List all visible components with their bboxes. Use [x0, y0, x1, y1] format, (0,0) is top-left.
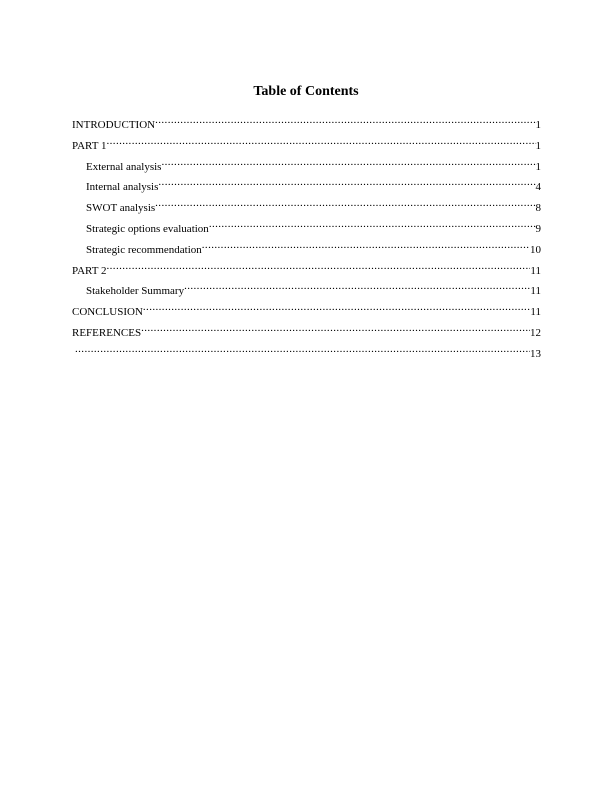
- dot-leader: [107, 258, 531, 274]
- toc-entry-page-number: 11: [530, 264, 541, 277]
- toc-entry-page-number: 8: [535, 202, 541, 215]
- dot-leader: [202, 237, 530, 253]
- toc-entry-label: PART 2: [72, 264, 107, 277]
- toc-entry-stakeholder-summary[interactable]: [72, 278, 541, 299]
- toc-entry-label: REFERENCES: [72, 326, 142, 339]
- toc-entry-page-number: 12: [530, 326, 541, 339]
- toc-entry-page-number: 1: [535, 139, 541, 152]
- toc-entry-page-number: 1: [535, 119, 541, 131]
- toc-title: Table of Contents: [253, 84, 359, 99]
- toc-entry-label: External analysis: [86, 160, 162, 173]
- toc-entry-part-1[interactable]: [72, 133, 541, 154]
- dot-leader: [143, 299, 531, 315]
- toc-entry-page-number: 11: [530, 285, 541, 298]
- dot-leader: [209, 216, 536, 232]
- dot-leader: [158, 174, 535, 190]
- toc-entry-label: Internal analysis: [86, 181, 159, 194]
- toc-entry-label: SWOT analysis: [86, 202, 156, 215]
- toc-entry-page-number: 13: [530, 347, 541, 360]
- toc-entry-page-number: 1: [535, 160, 541, 173]
- toc-entry-page-number: 4: [535, 181, 541, 194]
- toc-entry-label: CONCLUSION: [72, 306, 143, 319]
- toc-entry-label: Strategic recommendation: [86, 243, 202, 256]
- toc-entry-swot-analysis[interactable]: [72, 195, 541, 216]
- toc-entry-label: INTRODUCTION: [72, 119, 156, 131]
- toc-entry-strategic-recommendation[interactable]: [72, 237, 541, 258]
- toc-entry-references[interactable]: [72, 320, 541, 341]
- dot-leader: [107, 133, 536, 149]
- toc-entry-label: Strategic options evaluation: [86, 222, 209, 235]
- toc-entry-strategic-options-evaluation[interactable]: [72, 216, 541, 237]
- toc-entry-part-2[interactable]: [72, 258, 541, 279]
- dot-leader: [184, 278, 530, 294]
- toc-entry-label: Stakeholder Summary: [86, 285, 185, 298]
- toc-entry-introduction[interactable]: [72, 112, 541, 133]
- toc-entry-page-number: 11: [530, 306, 541, 319]
- toc-entry-conclusion[interactable]: [72, 299, 541, 320]
- dot-leader: [155, 195, 535, 211]
- toc-list: [72, 112, 541, 362]
- toc-entry-external-analysis[interactable]: [72, 154, 541, 175]
- toc-entry-page-number: 9: [535, 222, 541, 235]
- dot-leader: [75, 341, 530, 357]
- dot-leader: [141, 320, 530, 336]
- toc-entry-page-number: 10: [530, 243, 541, 256]
- dot-leader: [161, 154, 535, 170]
- toc-entry-untitled[interactable]: [72, 341, 541, 362]
- dot-leader: [155, 112, 535, 128]
- toc-entry-internal-analysis[interactable]: [72, 174, 541, 195]
- toc-entry-label: PART 1: [72, 139, 107, 152]
